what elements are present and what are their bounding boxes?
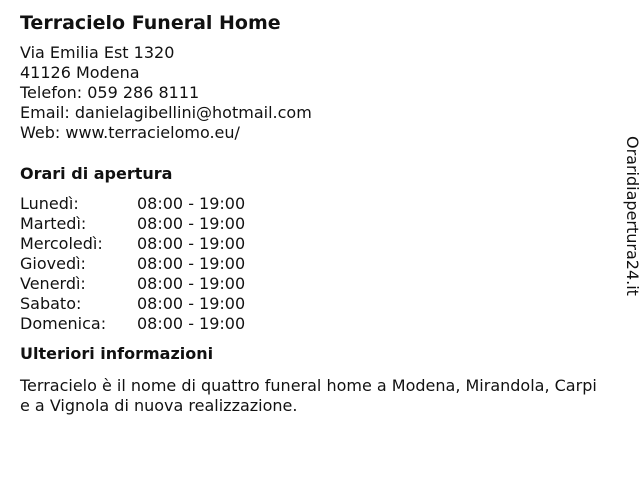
hours-day: Lunedì:	[20, 194, 79, 213]
hours-row	[20, 194, 610, 214]
hours-title: Orari di apertura	[20, 164, 173, 183]
address-city: 41126 Modena	[20, 63, 140, 82]
contact-block	[20, 43, 610, 143]
email-line[interactable]: Email: danielagibellini@hotmail.com	[20, 103, 312, 122]
hours-row	[20, 234, 610, 254]
hours-row	[20, 314, 610, 334]
hours-row	[20, 254, 610, 274]
hours-day: Domenica:	[20, 314, 107, 333]
hours-time: 08:00 - 19:00	[137, 314, 246, 333]
web-line[interactable]: Web: www.terracielomo.eu/	[20, 123, 240, 142]
business-card	[20, 8, 610, 416]
hours-table	[20, 194, 610, 334]
hours-day: Giovedì:	[20, 254, 86, 273]
more-info-text: Terracielo è il nome di quattro funeral home a Modena, Mirandola, Carpi e a Vignola di nuova realizzazione.	[20, 376, 597, 415]
phone-line[interactable]: Telefon: 059 286 8111	[20, 83, 200, 102]
business-name: Terracielo Funeral Home	[20, 12, 281, 34]
more-info-title: Ulteriori informazioni	[20, 344, 214, 363]
hours-day: Martedì:	[20, 214, 87, 233]
hours-time: 08:00 - 19:00	[137, 234, 246, 253]
hours-time: 08:00 - 19:00	[137, 274, 246, 293]
hours-time: 08:00 - 19:00	[137, 214, 246, 233]
hours-day: Mercoledì:	[20, 234, 103, 253]
hours-time: 08:00 - 19:00	[137, 254, 246, 273]
hours-row	[20, 274, 610, 294]
hours-time: 08:00 - 19:00	[137, 194, 246, 213]
address-street: Via Emilia Est 1320	[20, 43, 175, 62]
brand-watermark: Oraridiapertura24.it	[623, 136, 642, 296]
hours-time: 08:00 - 19:00	[137, 294, 246, 313]
hours-day: Venerdì:	[20, 274, 86, 293]
hours-row	[20, 214, 610, 234]
hours-row	[20, 294, 610, 314]
hours-day: Sabato:	[20, 294, 82, 313]
